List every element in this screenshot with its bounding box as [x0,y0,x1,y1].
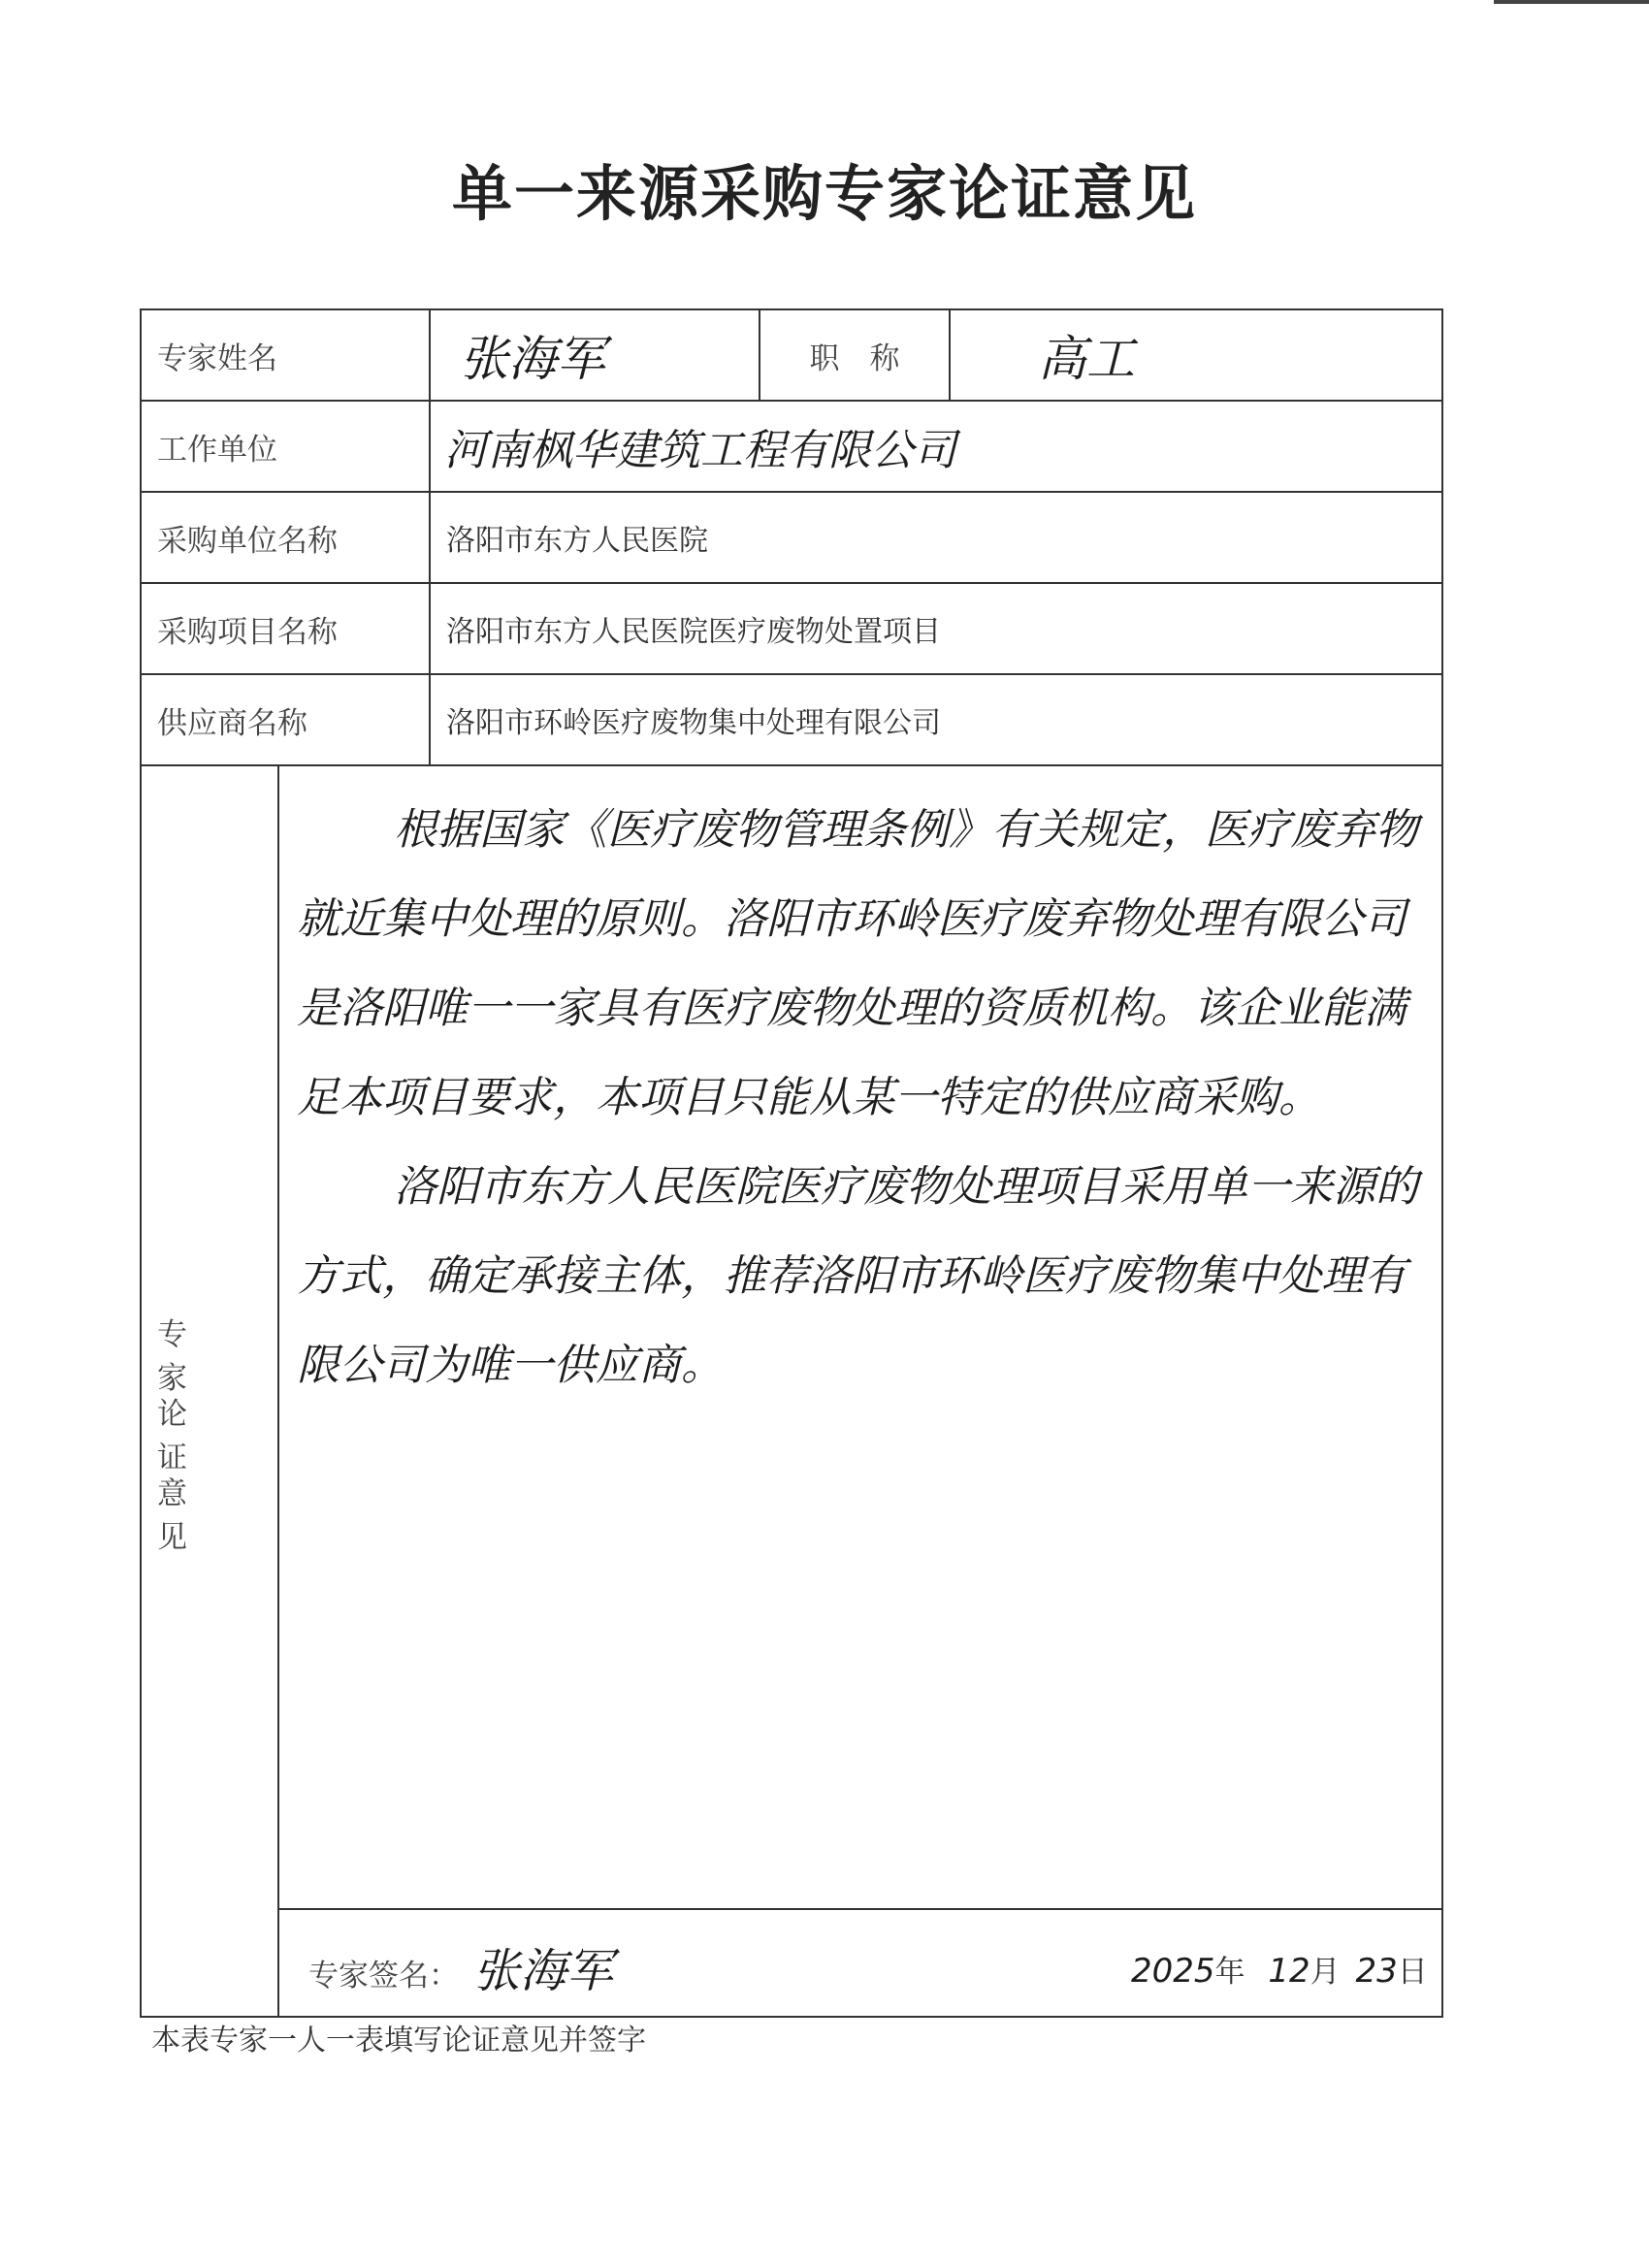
value-project: 洛阳市东方人民医院医疗废物处置项目 [446,615,941,649]
signature-date [1131,1947,1428,1991]
opinion-label-line2: 论 证 [157,1397,209,1475]
footer-note: 本表专家一人一表填写论证意见并签字 [151,2024,646,2057]
label-expert-name: 专家姓名 [142,310,431,400]
label-supplier: 供应商名称 [142,675,431,764]
label-project: 采购项目名称 [142,584,431,673]
signature-row [279,1908,1441,2016]
opinion-label-line3: 意 见 [157,1476,209,1555]
signature-handwritten: 张海军 [473,1944,614,1998]
date-day-suffix: 日 [1397,1955,1428,1990]
value-work-unit: 河南枫华建筑工程有限公司 [444,426,956,475]
label-purchaser: 采购单位名称 [142,493,431,582]
opinion-text [297,786,1432,1410]
row-project [142,584,1441,675]
opinion-label-column [142,766,279,1908]
value-supplier: 洛阳市环岭医疗废物集中处理有限公司 [446,706,941,740]
row-work-unit [142,402,1441,493]
row-expert-name [142,310,1441,402]
opinion-form [140,308,1443,2018]
value-expert-name: 张海军 [431,310,760,400]
date-year: 2025 [1131,1952,1215,1991]
opinion-section [142,766,1441,2016]
date-month-suffix: 月 [1310,1955,1341,1990]
signature-label: 专家签名： [308,1959,459,1993]
date-month: 12 [1268,1952,1310,1991]
value-purchaser: 洛阳市东方人民医院 [446,524,708,558]
date-day: 23 [1355,1952,1398,1991]
row-supplier [142,675,1441,766]
opinion-paragraph-1: 根据国家《医疗废物管理条例》有关规定，医疗废弃物就近集中处理的原则。洛阳市环岭医疗废弃物处理有限公司是洛阳唯一一家具有医疗废物处理的资质机构。该企业能满足本项目要求，本项目只能从某一特定的供应商采购。 [297,805,1418,1122]
row-purchaser [142,493,1441,584]
opinion-paragraph-2: 洛阳市东方人民医院医疗废物处理项目采用单一来源的方式，确定承接主体，推荐洛阳市环岭医疗废物集中处理有限公司为唯一供应商。 [297,1162,1418,1390]
scan-edge-mark [1494,0,1649,4]
date-year-suffix: 年 [1214,1955,1245,1990]
opinion-label-line1: 专 家 [157,1317,209,1396]
value-title-rank: 高工 [1038,331,1135,387]
document-title: 单一来源采购专家论证意见 [451,158,1197,229]
label-title-rank: 职 称 [760,310,951,400]
label-work-unit: 工作单位 [142,402,431,491]
